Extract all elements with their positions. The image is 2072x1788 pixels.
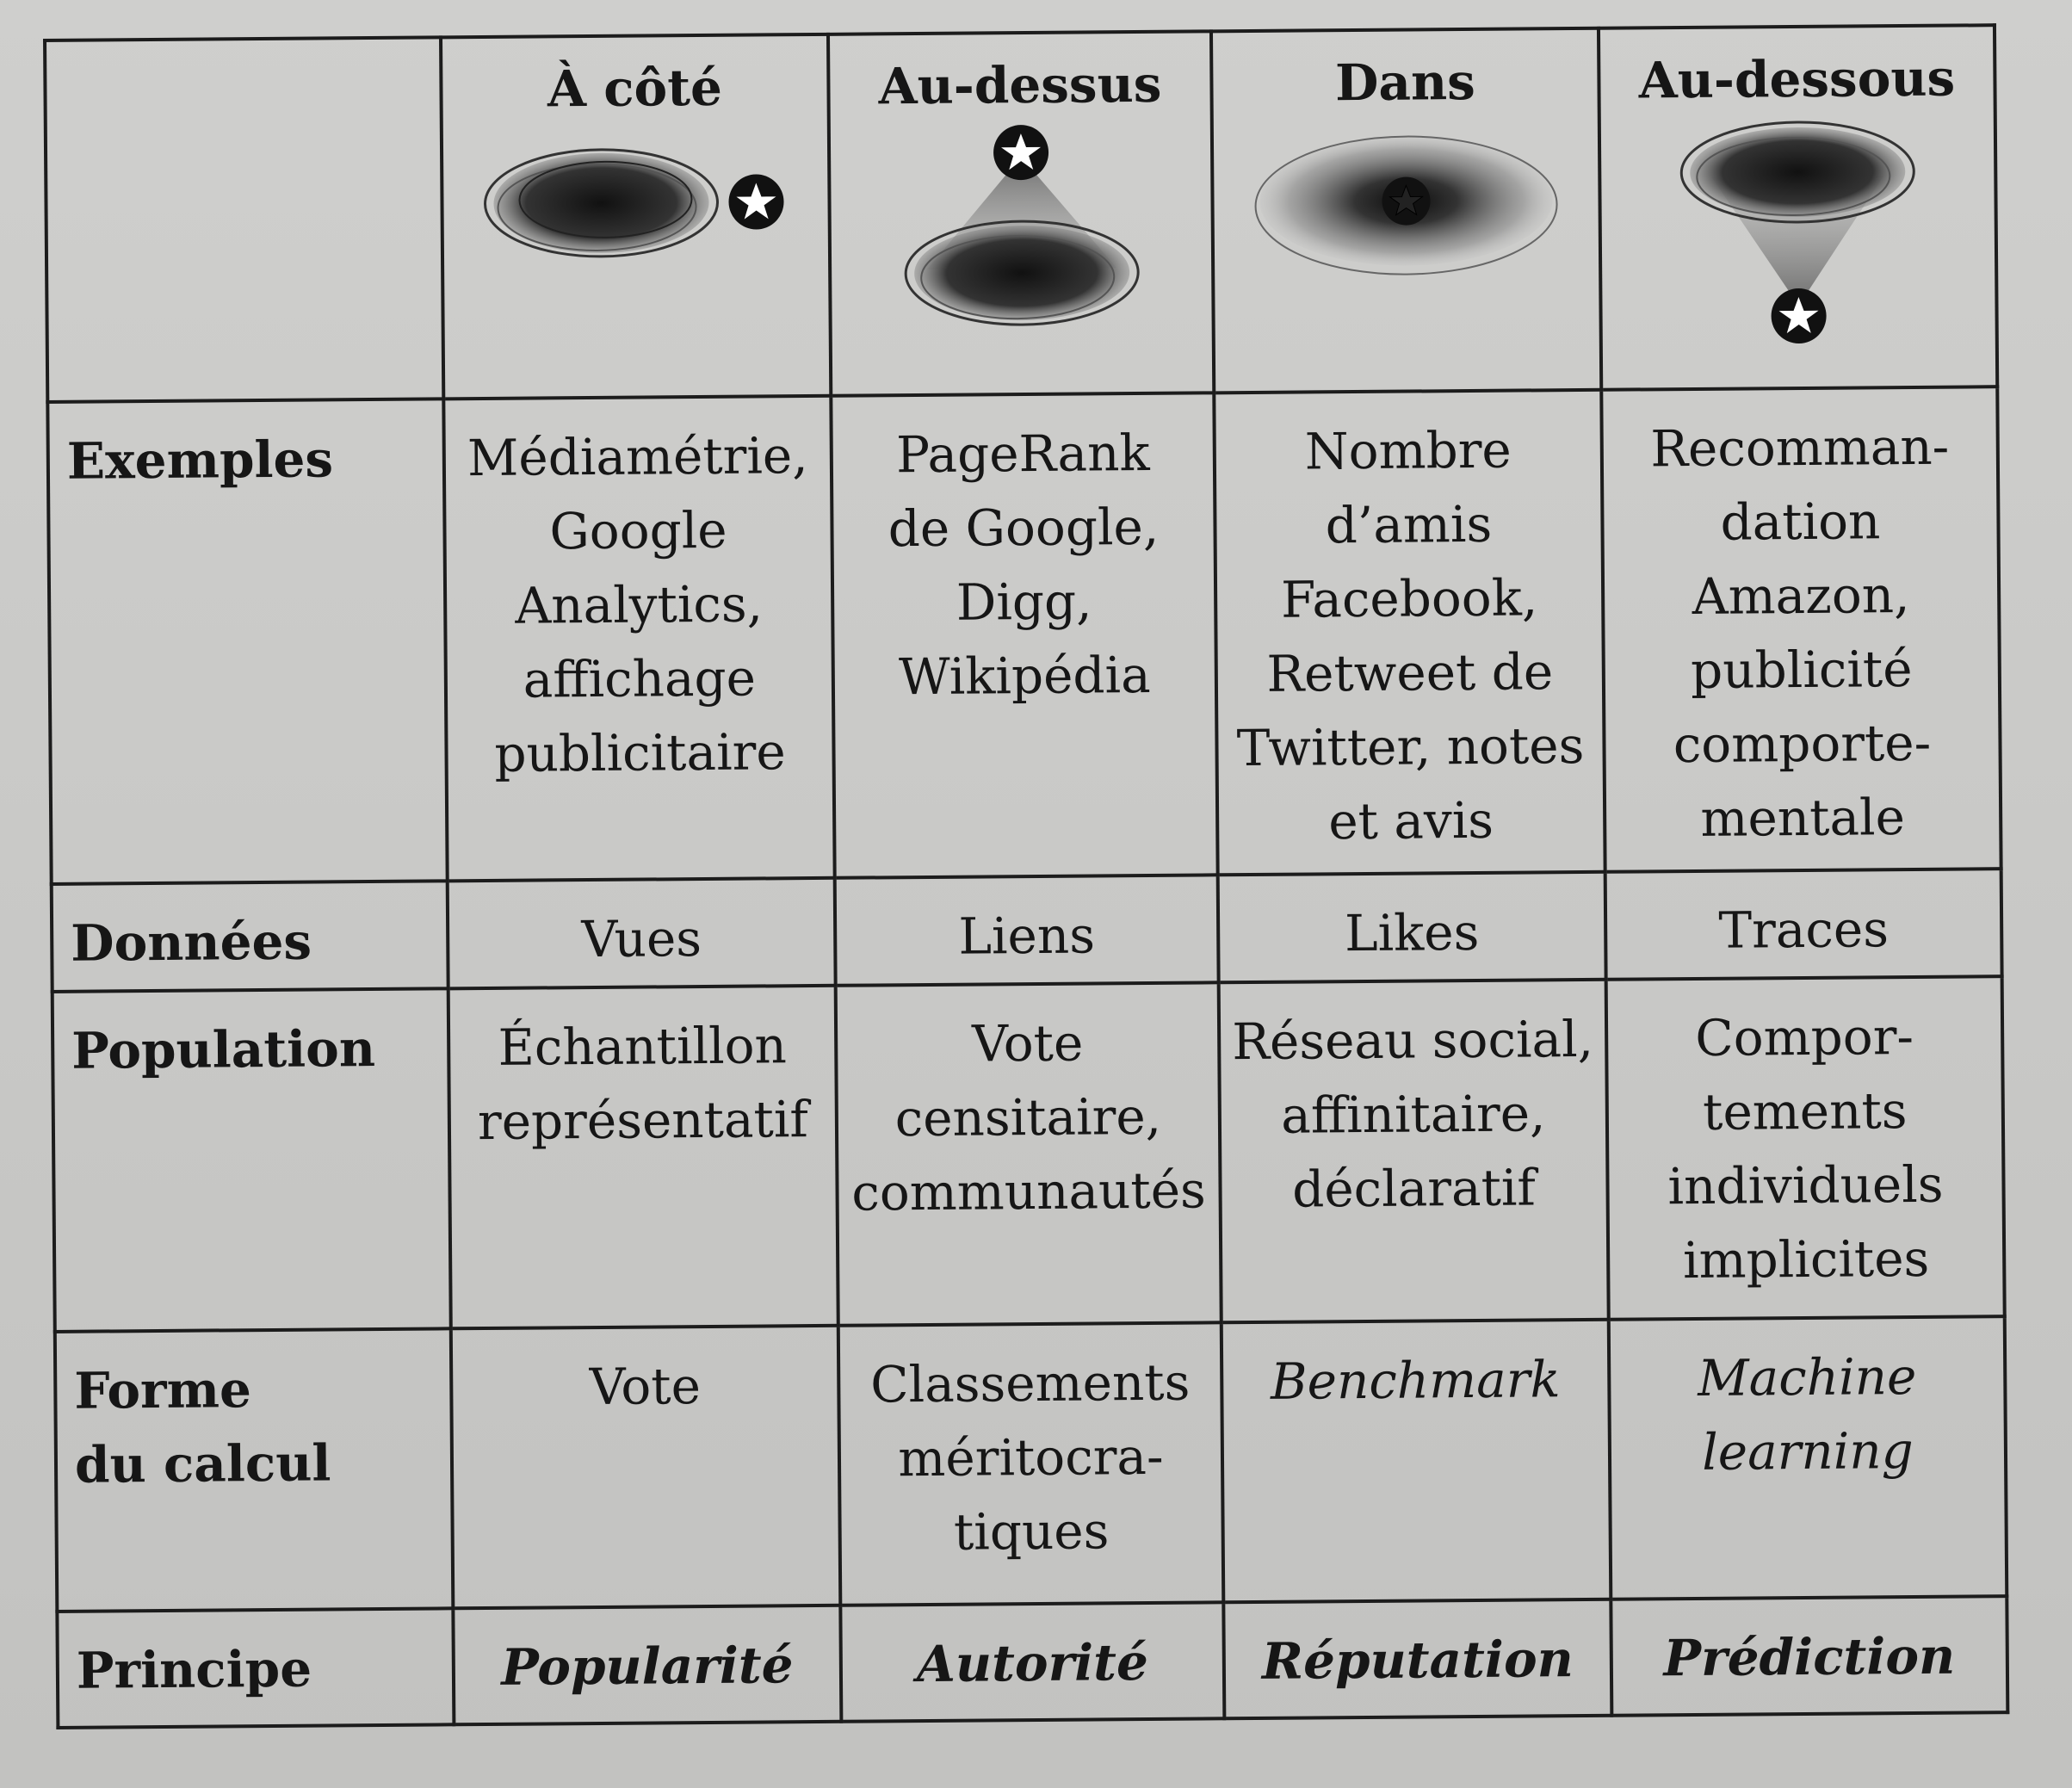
table-cell [1219, 980, 1609, 1323]
column-title-a-cote: À côté [547, 58, 723, 119]
row-label-forme-du-calcul [55, 1328, 454, 1612]
cell-text: Classements méritocra- tiques [869, 1352, 1191, 1562]
row-label-donnees [52, 881, 448, 992]
cell-text: Échantillon représentatif [477, 1016, 809, 1152]
table-cell [835, 875, 1219, 985]
cell-text: Benchmark [1270, 1350, 1561, 1411]
header-cell-au-dessous [1599, 25, 1997, 390]
cell-text: Machine learning [1697, 1346, 1917, 1482]
cell-text: Popularité [500, 1636, 794, 1697]
row-donnees [52, 869, 2002, 992]
row-label-principe [57, 1608, 454, 1728]
cloud-beside-star-icon [472, 124, 801, 325]
table-cell [836, 982, 1222, 1325]
header-cell-dans [1211, 28, 1601, 393]
row-population [53, 976, 2005, 1332]
cell-text: Réseau social, affinitaire, déclaratif [1232, 1009, 1594, 1219]
column-title-au-dessus: Au-dessus [878, 54, 1162, 116]
cell-text: Vote censitaire, communautés [851, 1013, 1207, 1222]
cell-text: Vues [581, 909, 702, 969]
cell-text: Traces [1718, 900, 1890, 960]
header-cell-a-cote [441, 34, 831, 399]
comparison-table [43, 23, 2009, 1729]
table-cell [1611, 1596, 2007, 1716]
column-title-au-dessous: Au-dessous [1638, 48, 1956, 110]
row-label-text: Exemples [66, 430, 334, 491]
table-cell [1222, 1320, 1611, 1603]
row-label-exemples [47, 399, 447, 884]
cell-text: Autorité [916, 1632, 1149, 1694]
cell-text: Compor- tements individuels implicites [1667, 1006, 1944, 1290]
cell-text: Recomman- dation Amazon, publicité comporte- mentale [1650, 417, 1950, 848]
header-row [45, 25, 1997, 402]
row-label-text: Forme du calcul [74, 1360, 331, 1494]
row-label-population [53, 988, 451, 1332]
row-label-text: Principe [76, 1639, 312, 1700]
table-cell [831, 393, 1217, 877]
row-label-text: Population [71, 1019, 376, 1080]
row-forme-du-calcul [55, 1316, 2007, 1612]
cell-text: Likes [1344, 902, 1480, 963]
cell-text: Nombre d’amis Facebook, Retweet de Twitter, notes et avis [1236, 420, 1585, 851]
cell-text: Vote [589, 1357, 702, 1417]
corner-cell [45, 37, 443, 402]
cloud-above-star-icon [1634, 115, 1963, 359]
cell-text: Médiamétrie, Google Analytics, affichage publicitaire [467, 426, 808, 783]
row-exemples [47, 387, 2001, 884]
column-title-dans: Dans [1334, 52, 1476, 113]
table-cell [448, 878, 836, 989]
cell-text: Réputation [1261, 1630, 1574, 1691]
row-label-text: Données [70, 912, 312, 973]
cell-text: Liens [958, 906, 1096, 966]
table-cell [840, 1602, 1224, 1721]
cell-text: Prédiction [1663, 1626, 1956, 1688]
header-cell-au-dessus [828, 31, 1214, 395]
table-cell [448, 986, 838, 1329]
cell-text: PageRank de Google, Digg, Wikipédia [888, 423, 1160, 707]
table-cell [1601, 387, 2001, 872]
table-cell [1609, 1316, 2007, 1599]
cloud-with-star-inside-icon [1242, 118, 1571, 319]
table-cell [1218, 872, 1606, 983]
table-cell [1223, 1599, 1611, 1719]
table-cell [443, 396, 834, 882]
table-cell [453, 1605, 841, 1725]
table-cell [1605, 869, 2002, 980]
row-principe [57, 1596, 2007, 1728]
table-cell [451, 1326, 841, 1609]
cloud-below-star-icon [857, 121, 1185, 339]
table-cell [1214, 390, 1605, 875]
table-cell [1606, 976, 2005, 1320]
table-cell [838, 1322, 1224, 1605]
